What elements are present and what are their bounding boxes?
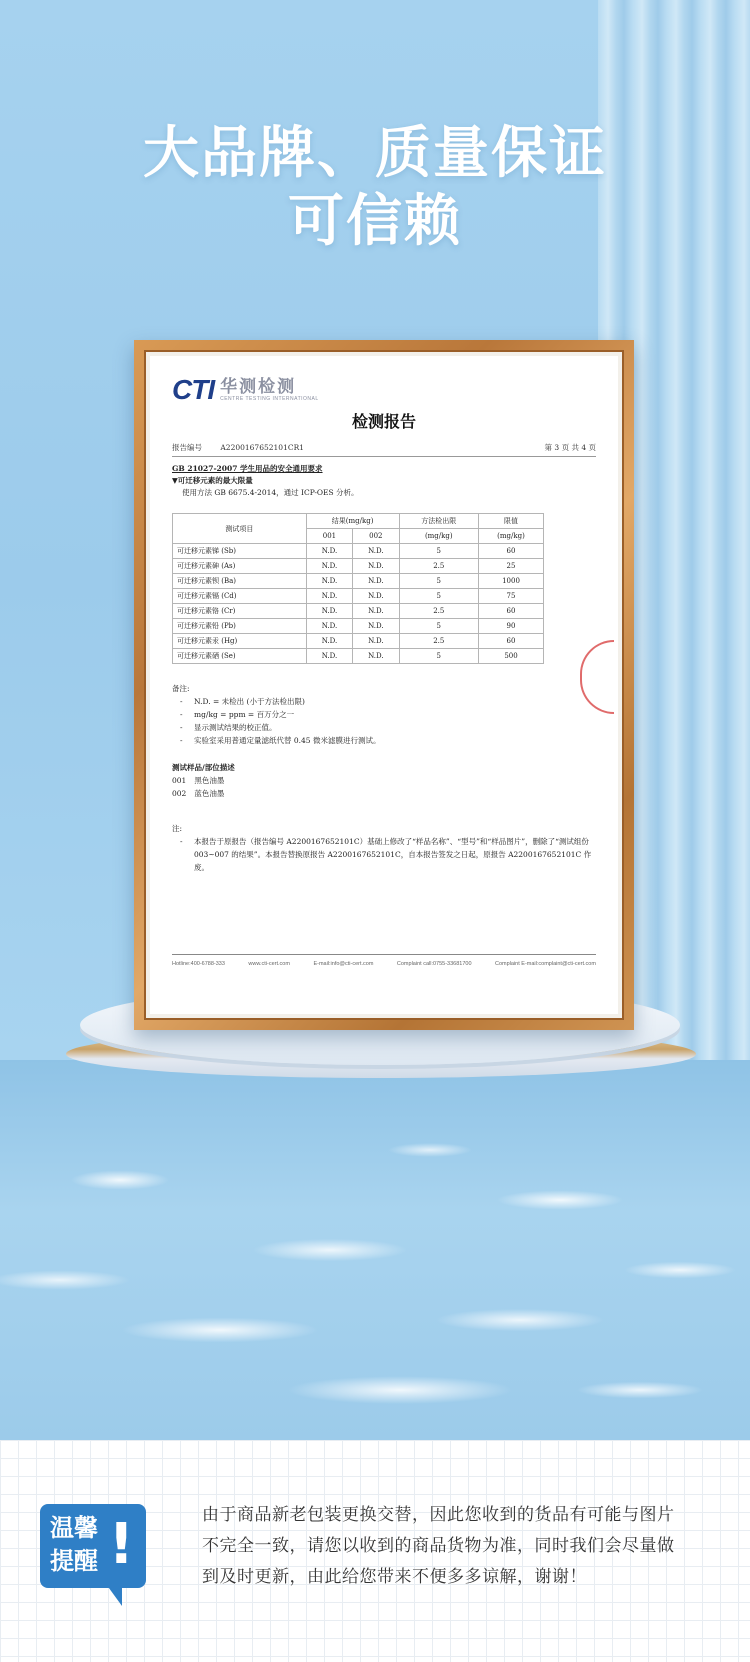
- note-item: - N.D. = 未检出 (小于方法检出限): [172, 695, 596, 708]
- sample-id: 002: [172, 789, 187, 798]
- sample-row: [172, 774, 596, 787]
- badge-line2: 提醒: [50, 1547, 98, 1575]
- badge-text: [50, 1512, 98, 1578]
- report-meta: [172, 442, 596, 457]
- cell-result-1: N.D.: [306, 619, 352, 634]
- cell-limit: 75: [479, 589, 544, 604]
- sample-row: [172, 787, 596, 800]
- cell-result-2: N.D.: [353, 619, 399, 634]
- standard-title: GB 21027-2007 学生用品的安全通用要求: [172, 464, 323, 473]
- notes-block: [172, 682, 596, 747]
- header-item: 测试项目: [173, 514, 307, 544]
- cell-limit: 60: [479, 544, 544, 559]
- footer-complaint-call: Complaint call:0755-33681700: [396, 961, 472, 967]
- headline-line1: 大品牌、质量保证: [143, 121, 607, 186]
- cell-item: 可迁移元素镉 (Cd): [173, 589, 307, 604]
- cell-item: 可迁移元素铅 (Pb): [173, 619, 307, 634]
- sample-desc: 蓝色油墨: [194, 789, 225, 798]
- remark-label: 注:: [172, 824, 183, 833]
- speech-tail-icon: [106, 1584, 122, 1606]
- footer-email: E-mail:info@cti-cert.com: [313, 961, 374, 967]
- section-title: ▼可迁移元素的最大限量: [172, 476, 253, 485]
- table-row: [173, 544, 544, 559]
- cell-mdl: 2.5: [399, 634, 479, 649]
- cell-mdl: 5: [399, 574, 479, 589]
- remark-block: [172, 822, 596, 874]
- remark-dash: -: [180, 837, 183, 846]
- cell-item: 可迁移元素锑 (Sb): [173, 544, 307, 559]
- cell-result-1: N.D.: [306, 559, 352, 574]
- cell-item: 可迁移元素钡 (Ba): [173, 574, 307, 589]
- table-row: [173, 574, 544, 589]
- headline: [0, 120, 750, 256]
- cell-limit: 25: [479, 559, 544, 574]
- table-header-row: [173, 514, 544, 529]
- notice-text: 由于商品新老包装更换交替，因此您收到的货品有可能与图片不完全一致，请您以收到的商品货物为准，同时我们会尽量做到及时更新，由此给您带来不便多多谅解，谢谢！: [202, 1505, 675, 1587]
- cell-limit: 60: [479, 604, 544, 619]
- results-table: [172, 513, 544, 664]
- note-item: - 显示测试结果的校正值。: [172, 721, 596, 734]
- cell-item: 可迁移元素硒 (Se): [173, 649, 307, 664]
- note-item: - 实验室采用普通定量滤纸代替 0.45 微米滤膜进行测试。: [172, 734, 596, 747]
- cell-result-1: N.D.: [306, 574, 352, 589]
- cell-mdl: 5: [399, 619, 479, 634]
- cell-result-2: N.D.: [353, 604, 399, 619]
- notice-section: [0, 1440, 750, 1662]
- header-result: 结果(mg/kg): [306, 514, 399, 529]
- cell-mdl: 5: [399, 544, 479, 559]
- cell-result-2: N.D.: [353, 589, 399, 604]
- cell-result-2: N.D.: [353, 634, 399, 649]
- cell-result-1: N.D.: [306, 544, 352, 559]
- header-mdl: 方法检出限: [399, 514, 479, 529]
- footer-hotline: Hotline:400-6788-333: [172, 961, 225, 967]
- cell-result-1: N.D.: [306, 649, 352, 664]
- cell-result-2: N.D.: [353, 544, 399, 559]
- table-row: [173, 634, 544, 649]
- cell-mdl: 5: [399, 649, 479, 664]
- header-limit: 限值: [479, 514, 544, 529]
- water-reflection: [0, 1060, 750, 1440]
- cell-limit: 1000: [479, 574, 544, 589]
- cell-item: 可迁移元素铬 (Cr): [173, 604, 307, 619]
- test-report: [150, 356, 618, 1014]
- cell-mdl: 5: [399, 589, 479, 604]
- header-mdl-unit: (mg/kg): [399, 529, 479, 544]
- cell-result-2: N.D.: [353, 649, 399, 664]
- cell-limit: 90: [479, 619, 544, 634]
- note-item: - mg/kg = ppm = 百万分之一: [172, 708, 596, 721]
- cell-mdl: 2.5: [399, 604, 479, 619]
- report-title: 检测报告: [351, 412, 416, 431]
- report-no-label: 报告编号: [172, 443, 202, 452]
- report-number: [172, 442, 304, 454]
- logo-mark: CTI: [172, 374, 215, 405]
- cell-result-1: N.D.: [306, 589, 352, 604]
- table-row: [173, 619, 544, 634]
- cell-item: 可迁移元素砷 (As): [173, 559, 307, 574]
- logo-cn: 华测检测: [220, 376, 297, 397]
- logo-text: [220, 378, 319, 403]
- cti-logo: [172, 374, 596, 406]
- sample-desc: 黑色油墨: [194, 776, 225, 785]
- sample-description: [172, 761, 596, 800]
- cell-result-1: N.D.: [306, 634, 352, 649]
- cell-item: 可迁移元素汞 (Hg): [173, 634, 307, 649]
- method-line: 使用方法 GB 6675.4-2014，通过 ICP-OES 分析。: [182, 488, 359, 497]
- table-row: [173, 559, 544, 574]
- footer-complaint-email: Complaint E-mail:complaint@cti-cert.com: [495, 961, 596, 967]
- notes-label: 备注:: [172, 684, 190, 693]
- headline-line2: 可信赖: [288, 189, 462, 254]
- page-info: 第 3 页 共 4 页: [544, 443, 596, 452]
- report-no-value: A2200167652101CR1: [220, 443, 304, 452]
- cell-result-1: N.D.: [306, 604, 352, 619]
- footer-website: www.cti-cert.com: [248, 961, 290, 967]
- cell-mdl: 2.5: [399, 559, 479, 574]
- cell-result-2: N.D.: [353, 559, 399, 574]
- reminder-badge: [40, 1504, 146, 1588]
- exclamation-icon: !: [108, 1512, 134, 1577]
- certificate-frame: [134, 340, 634, 1030]
- remark-text: 本报告于原报告（报告编号 A2200167652101C）基础上修改了“样品名称”、“型号”和“样品图片”，删除了“测试组份 003~007 的结果”。本报告替换原报告 A2200167652101C，自本报告签发之日起，原报告 A2200167652101C 作废。: [194, 837, 592, 872]
- report-footer: [172, 954, 596, 970]
- cell-limit: 500: [479, 649, 544, 664]
- table-row: [173, 589, 544, 604]
- header-limit-unit: (mg/kg): [479, 529, 544, 544]
- logo-en: CENTRE TESTING INTERNATIONAL: [220, 395, 319, 402]
- badge-line1: 温馨: [50, 1514, 98, 1542]
- sample-head: 测试样品/部位描述: [172, 763, 235, 772]
- sample-id: 001: [172, 776, 187, 785]
- frame-mat: [144, 350, 624, 1020]
- cell-limit: 60: [479, 634, 544, 649]
- cell-result-2: N.D.: [353, 574, 399, 589]
- remark-body: [172, 835, 596, 874]
- table-row: [173, 649, 544, 664]
- header-sample-2: 002: [353, 529, 399, 544]
- table-row: [173, 604, 544, 619]
- header-sample-1: 001: [306, 529, 352, 544]
